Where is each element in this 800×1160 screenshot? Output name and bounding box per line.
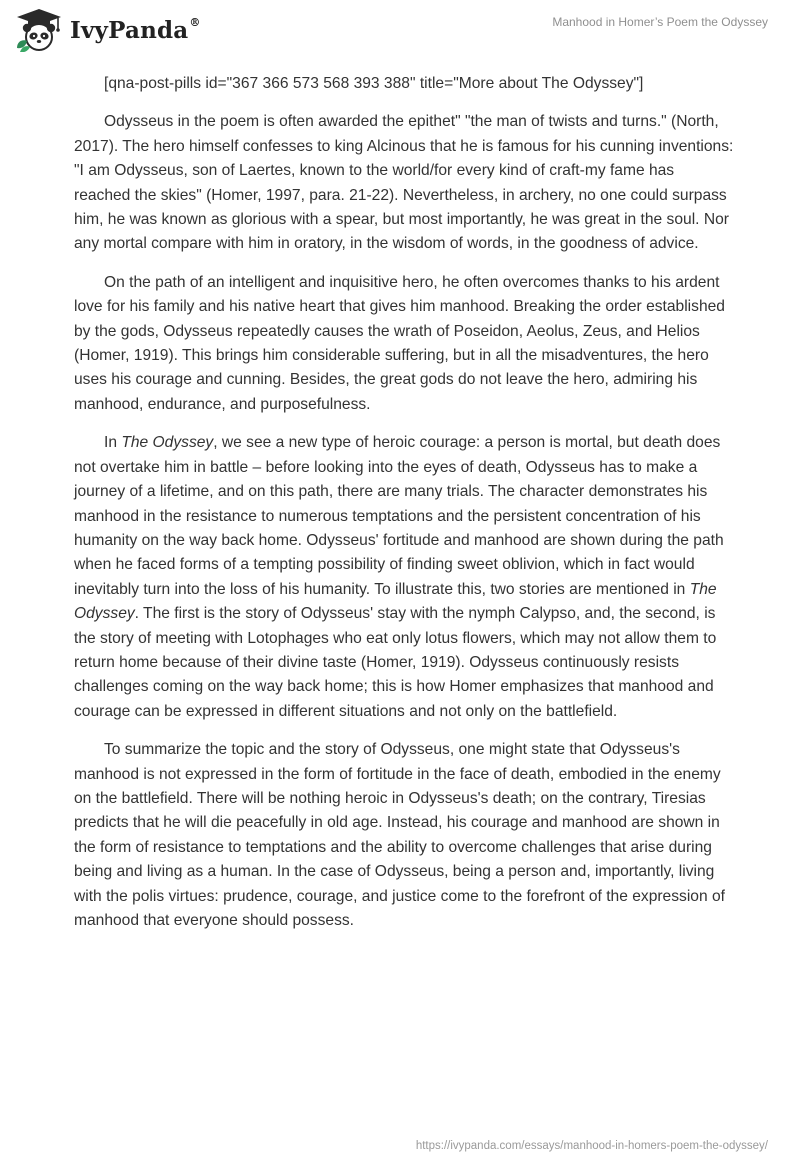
paragraph-4: To summarize the topic and the story of Odysseus, one might state that Odysseus's manhood is not expressed in the form of fortitude in the face of death, embodied in the enemy on the battlefield. There will be nothing heroic in Odysseus's death; on the contrary, Tiresias predicts that he will die peacefully in old age. Instead, his courage and manhood are shown in the form of resistance to temptations and the ability to overcome challenges that arise during being and living as a human. In the case of Odysseus, being a person and, importantly, living with the polis virtues: prudence, courage, and justice come to the forefront of the expression of manhood that everyone should possess. [74, 741, 725, 929]
shortcode-paragraph: [qna-post-pills id="367 366 573 568 393 388" title="More about The Odyssey"] [104, 75, 644, 92]
paragraph-3-part-e: . The first is the story of Odysseus' stay with the nymph Calypso, and, the second, is the story of meeting with Lotophages who eat only lotus flowers, which may not allow them to return home because of their divine taste (Homer, 1919). Odysseus continuously resists challenges coming on the way back home; this is how Homer emphasizes that manhood and courage can be expressed in different situations and not only on the battlefield. [74, 605, 717, 720]
document-title: Manhood in Homer’s Poem the Odyssey [552, 15, 768, 29]
paragraph-1: Odysseus in the poem is often awarded the epithet" "the man of twists and turns." (North, 2017). The hero himself confesses to king Alcinous that he is famous for his cunning inventions: "I am Odysseus, son of Laertes, known to the world/for every kind of craft-my fame has reached the skies" (Homer, 1997, para. 21-22). Nevertheless, in archery, no one could surpass him, he was known as glorious with a spear, but most importantly, he was great in the soul. Nor any mortal compare with him in oratory, in the wisdom of words, in the goodness of advice. [74, 113, 734, 253]
source-url[interactable]: https://ivypanda.com/essays/manhood-in-homers-poem-the-odyssey/ [415, 1140, 768, 1152]
article-body [74, 72, 734, 947]
paragraph-3-part-c: , we see a new type of heroic courage: a person is mortal, but death does not overtake him in battle – before looking into the eyes of death, Odysseus has to make a journey of a lifetime, and on this path, there are many trials. The character demonstrates his manhood in the resistance to numerous temptations and the persistent concentration of his humanity on the way back home. Odysseus' fortitude and manhood are shown during the path when he faced forms of a tempting possibility of finding sweet oblivion, which in fact would inevitably turn into the loss of his humanity. To illustrate this, two stories are mentioned in [74, 434, 724, 598]
brand-name: IvyPanda® [70, 15, 201, 44]
paragraph-3-part-a: In [104, 434, 122, 452]
panda-graduate-icon [14, 8, 64, 52]
paragraph-2: On the path of an intelligent and inquisitive hero, he often overcomes thanks to his ardent love for his family and his native heart that gives him manhood. Breaking the order established by the gods, Odysseus repeatedly causes the wrath of Poseidon, Aeolus, Zeus, and Helios (Homer, 1919). This brings him considerable suffering, but in all the misadventures, the hero uses his courage and cunning. Besides, the great gods do not leave the hero, admiring his manhood, endurance, and purposefulness. [74, 273, 725, 413]
book-title-italic: The Odyssey [121, 434, 214, 452]
ivypanda-logo[interactable] [14, 8, 201, 52]
book-title-italic: The Odyssey [74, 580, 717, 623]
paragraph-3 [74, 431, 734, 724]
registered-mark: ® [189, 15, 201, 29]
page-header [0, 0, 800, 60]
